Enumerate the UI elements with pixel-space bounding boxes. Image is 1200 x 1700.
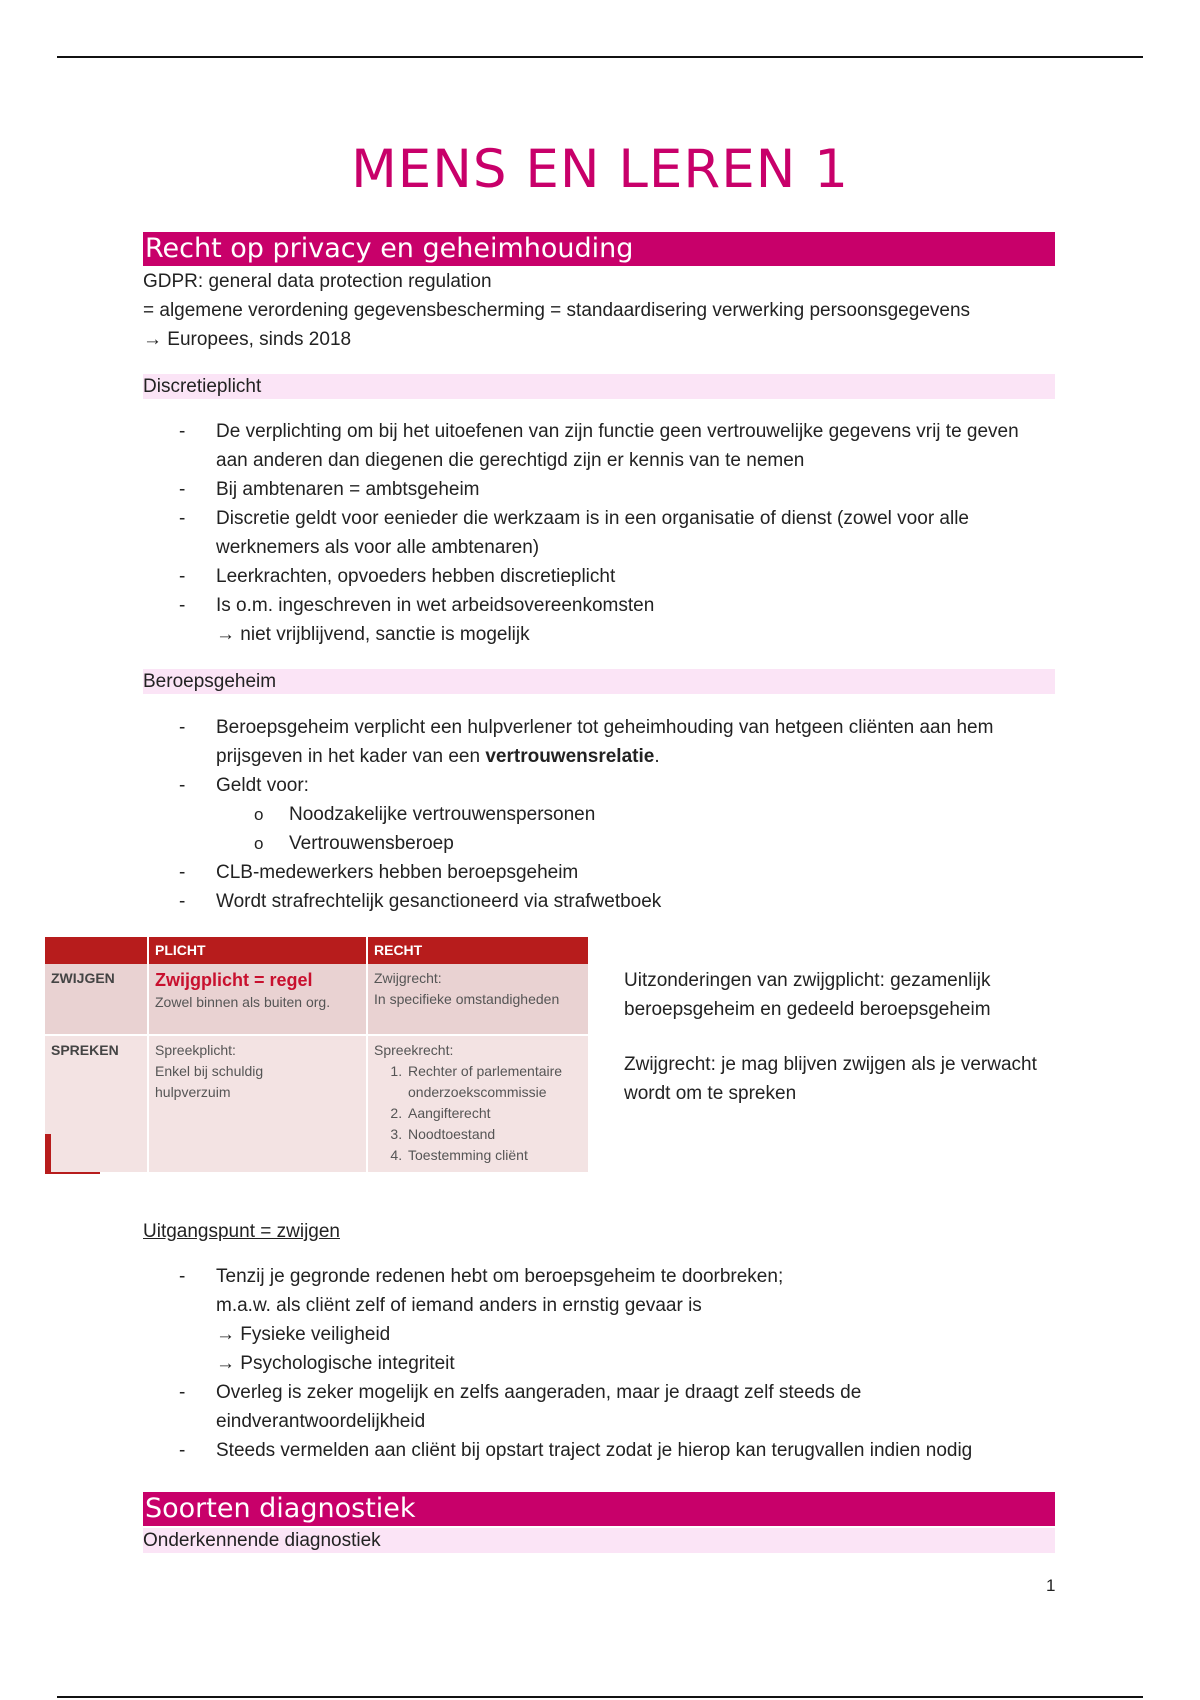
- row-header-zwijgen: ZWIJGEN: [45, 964, 148, 1035]
- cell-zwijgplicht: [148, 964, 367, 1035]
- table-corner-cell: [45, 937, 148, 964]
- list-item: - Steeds vermelden aan cliënt bij opstart traject zodat je hierop kan terugvallen indien nodig: [143, 1436, 1055, 1465]
- intro-line: → Europees, sinds 2018: [143, 329, 352, 350]
- spreekrecht-item: 3. Noodtoestand: [406, 1124, 582, 1145]
- list-item: - Beroepsgeheim verplicht een hulpverlener tot geheimhouding van hetgeen cliënten aan hem prijsgeven in het kader van een vertrouwensrelatie.: [143, 713, 1055, 771]
- table-row: [45, 1035, 589, 1173]
- cell-spreekrecht: [367, 1035, 589, 1173]
- section-heading-diagnostiek: Soorten diagnostiek: [143, 1492, 1055, 1526]
- table-header-row: [45, 937, 589, 964]
- zwijgrecht-note: In specifieke omstandigheden: [374, 991, 560, 1007]
- intro-line: = algemene verordening gegevensbescherming = standaardisering verwerking persoonsgegevens: [143, 300, 971, 321]
- spreekrecht-item: 2. Aangifterecht: [406, 1103, 582, 1124]
- intro-line: GDPR: general data protection regulation: [143, 271, 492, 292]
- list-item: - Overleg is zeker mogelijk en zelfs aangeraden, maar je draagt zelf steeds de eindverantwoordelijkheid: [143, 1378, 1055, 1436]
- table-row: [45, 964, 589, 1035]
- zwijgplicht-note: Zowel binnen als buiten org.: [155, 994, 331, 1010]
- spreekplicht-title: Spreekplicht:: [155, 1042, 236, 1058]
- arrow-note: → Psychologische integriteit: [216, 1353, 455, 1374]
- zwijgen-spreken-table: [45, 937, 590, 1174]
- side-note-uitzonderingen: Uitzonderingen van zwijgplicht: gezamenlijk beroepsgeheim en gedeeld beroepsgeheim: [624, 970, 991, 1020]
- list-item: - Wordt strafrechtelijk gesanctioneerd via strafwetboek: [143, 887, 1055, 916]
- spreekplicht-line: Enkel bij schuldig: [155, 1063, 264, 1079]
- table-accent: [45, 1134, 51, 1174]
- spreekplicht-line: hulpverzuim: [155, 1084, 231, 1100]
- list-item: - Geldt voor: o Noodzakelijke vertrouwenspersonen o Vertrouwensberoep: [143, 771, 1055, 858]
- column-header-recht: RECHT: [367, 937, 589, 964]
- list-item: - Is o.m. ingeschreven in wet arbeidsovereenkomsten → niet vrijblijvend, sanctie is mogelijk: [143, 591, 1055, 649]
- page-number: 1: [1046, 1576, 1056, 1595]
- beroepsgeheim-list: [143, 713, 1055, 916]
- subheading-beroepsgeheim: Beroepsgeheim: [143, 669, 1055, 694]
- sub-list-item: o Noodzakelijke vertrouwenspersonen: [216, 800, 1055, 829]
- spreekrecht-list: [374, 1061, 582, 1166]
- subheading-discretieplicht: Discretieplicht: [143, 374, 1055, 399]
- side-note-zwijgrecht: Zwijgrecht: je mag blijven zwijgen als je verwacht wordt om te spreken: [624, 1054, 1037, 1104]
- intro-paragraph: [143, 267, 1055, 354]
- section-heading-privacy: Recht op privacy en geheimhouding: [143, 232, 1055, 266]
- uitgangspunt-list: [143, 1262, 1055, 1465]
- list-item: - Discretie geldt voor eenieder die werkzaam is in een organisatie of dienst (zowel voor alle werknemers als voor alle ambtenaren): [143, 504, 1055, 562]
- table-accent: [45, 1172, 100, 1174]
- arrow-note: → niet vrijblijvend, sanctie is mogelijk: [216, 624, 530, 645]
- list-item: - CLB-medewerkers hebben beroepsgeheim: [143, 858, 1055, 887]
- zwijgplicht-rule: Zwijgplicht = regel: [155, 970, 313, 990]
- zwijgrecht-title: Zwijgrecht:: [374, 970, 442, 986]
- header-rule: [57, 56, 1143, 58]
- list-item: - Bij ambtenaren = ambtsgeheim: [143, 475, 1055, 504]
- cell-zwijgrecht: [367, 964, 589, 1035]
- spreekrecht-item: 1. Rechter of parlementaire onderzoekscommissie: [406, 1061, 582, 1103]
- list-item: - Leerkrachten, opvoeders hebben discretieplicht: [143, 562, 1055, 591]
- document-title: MENS EN LEREN 1: [351, 139, 849, 200]
- spreekrecht-title: Spreekrecht:: [374, 1042, 454, 1058]
- footer-rule: [57, 1696, 1143, 1698]
- list-item: - De verplichting om bij het uitoefenen van zijn functie geen vertrouwelijke gegevens vrij te geven aan anderen dan diegenen die gerechtigd zijn er kennis van te nemen: [143, 417, 1055, 475]
- sub-list-item: o Vertrouwensberoep: [216, 829, 1055, 858]
- bold-term: vertrouwensrelatie: [485, 746, 655, 767]
- arrow-note: → Fysieke veiligheid: [216, 1324, 391, 1345]
- spreekrecht-item: 4. Toestemming cliënt: [406, 1145, 582, 1166]
- column-header-plicht: PLICHT: [148, 937, 367, 964]
- subheading-onderkennende: Onderkennende diagnostiek: [143, 1528, 1055, 1553]
- cell-spreekplicht: [148, 1035, 367, 1173]
- row-header-spreken: SPREKEN: [45, 1035, 148, 1173]
- discretieplicht-list: [143, 417, 1055, 649]
- list-item: - Tenzij je gegronde redenen hebt om beroepsgeheim te doorbreken; m.a.w. als cliënt zelf of iemand anders in ernstig gevaar is → Fysieke veiligheid → Psychologische integriteit: [143, 1262, 1055, 1378]
- subheading-uitgangspunt: Uitgangspunt = zwijgen: [143, 1221, 340, 1242]
- sub-list: [216, 800, 1055, 858]
